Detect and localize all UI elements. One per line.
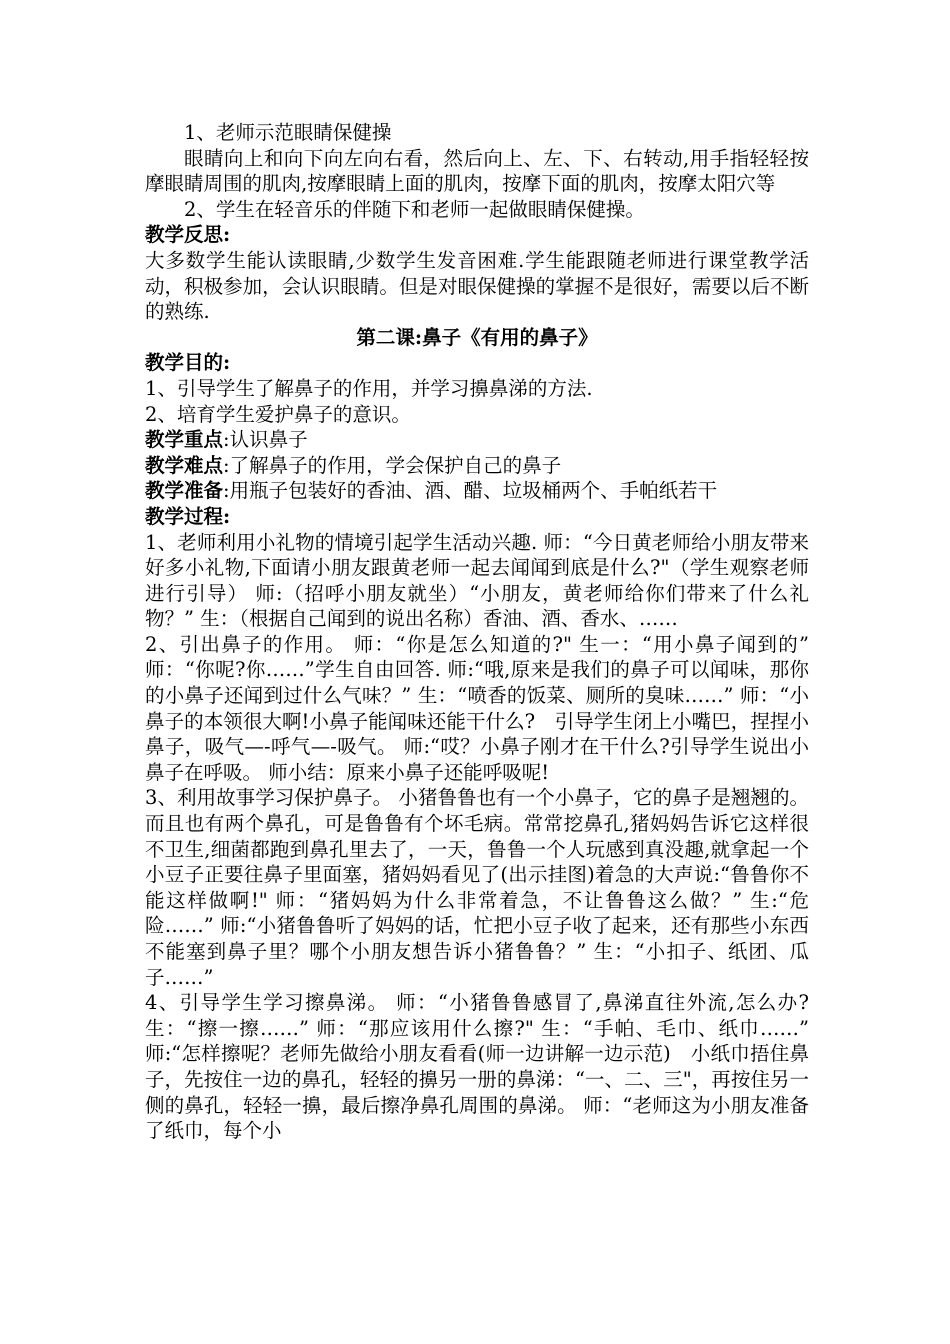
goal-item-1: 1、引导学生了解鼻子的作用，并学习擤鼻涕的方法. [145, 376, 593, 400]
prep-label: 教学准备 [145, 479, 224, 503]
demo-body-paragraph: 眼睛向上和向下向左向右看，然后向上、左、下、右转动,用手指轻轻按摩眼睛周围的肌肉,按摩眼睛上面的肌肉，按摩下面的肌肉，按摩太阳穴等 [145, 146, 809, 196]
difficulty-line [145, 453, 809, 479]
difficulty-text: :了解鼻子的作用，学会保护自己的鼻子 [223, 453, 562, 477]
prep-text: :用瓶子包装好的香油、酒、醋、垃圾桶两个、手帕纸若干 [223, 479, 718, 503]
prep-line [145, 478, 809, 504]
reflection-heading: 教学反思: [145, 223, 231, 247]
difficulty-label: 教学难点 [145, 453, 224, 477]
goal-item-2: 2、培育学生爱护鼻子的意识。 [145, 402, 411, 426]
process-step-3: 3、利用故事学习保护鼻子。 小猪鲁鲁也有一个小鼻子，它的鼻子是翘翘的。而且也有两个鼻孔，可是鲁鲁有个坏毛病。常常挖鼻孔,猪妈妈告诉它这样很不卫生,细菌都跑到鼻孔里去了，一天，鲁鲁一个人玩感到真没趣,就拿起一个小豆子正要往鼻子里面塞，猪妈妈看见了(出示挂图)着急的大声说:“鲁鲁你不能这样做啊!" 师：“猪妈妈为什么非常着急，不让鲁鲁这么做？” 生:“危险……” 师:“小猪鲁鲁听了妈妈的话，忙把小豆子收了起来，还有那些小东西不能塞到鼻子里？哪个小朋友想告诉小猪鲁鲁？” 生：“小扣子、纸团、瓜子……” [145, 786, 809, 989]
reflection-body: 大多数学生能认读眼睛,少数学生发音困难.学生能跟随老师进行课堂教学活动，积极参加，会认识眼睛。但是对眼保健操的掌握不是很好，需要以后不断的熟练. [145, 248, 809, 324]
key-point-line [145, 427, 809, 453]
key-point-text: :认识鼻子 [223, 428, 308, 452]
demo-title-paragraph: 1、老师示范眼睛保健操 [184, 121, 392, 144]
process-step-4: 4、引导学生学习擦鼻涕。 师：“小猪鲁鲁感冒了,鼻涕直往外流,怎么办? 生：“擦一擦……” 师：“那应该用什么擦?" 生：“手帕、毛巾、纸巾……” 师:“怎样擦呢？老师先做给小朋友看看(师一边讲解一边示范) 小纸巾捂住鼻子，先按住一边的鼻孔，轻轻的擤另一册的鼻涕：“一、二、三"，再按住另一侧的鼻孔，轻轻一擤，最后擦净鼻孔周围的鼻涕。 师：“老师这为小朋友准备了纸巾，每个小 [145, 991, 809, 1143]
goals-heading: 教学目的: [145, 351, 231, 375]
process-heading: 教学过程: [145, 504, 231, 528]
key-point-label: 教学重点 [145, 428, 224, 452]
process-step-2: 2、引出鼻子的作用。 师：“你是怎么知道的?" 生一：“用小鼻子闻到的” 师：“你呢?你……”学生自由回答. 师:“哦,原来是我们的鼻子可以闻味，那你的小鼻子还闻到过什么气味？” 生：“喷香的饭菜、厕所的臭味……” 师：“小鼻子的本领很大啊!小鼻子能闻味还能干什么? 引导学生闭上小嘴巴，捏捏小鼻子，吸气—-呼气—-吸气。 师:“哎？小鼻子刚才在干什么?引导学生说出小鼻子在呼吸。 师小结：原来小鼻子还能呼吸呢! [145, 632, 809, 784]
lesson-title: 第二课:鼻子《有用的鼻子》 [356, 325, 598, 349]
process-step-1: 1、老师利用小礼物的情境引起学生活动兴趣. 师：“今日黄老师给小朋友带来好多小礼物,下面请小朋友跟黄老师一起去闻闻到底是什么?"（学生观察老师进行引导） 师:（招呼小朋友就坐）“小朋友，黄老师给你们带来了什么礼物？” 生：（根据自己闻到的说出名称）香油、酒、香水、…… [145, 530, 809, 631]
practice-paragraph: 2、学生在轻音乐的伴随下和老师一起做眼睛保健操。 [184, 197, 645, 221]
document-page [145, 120, 809, 1144]
